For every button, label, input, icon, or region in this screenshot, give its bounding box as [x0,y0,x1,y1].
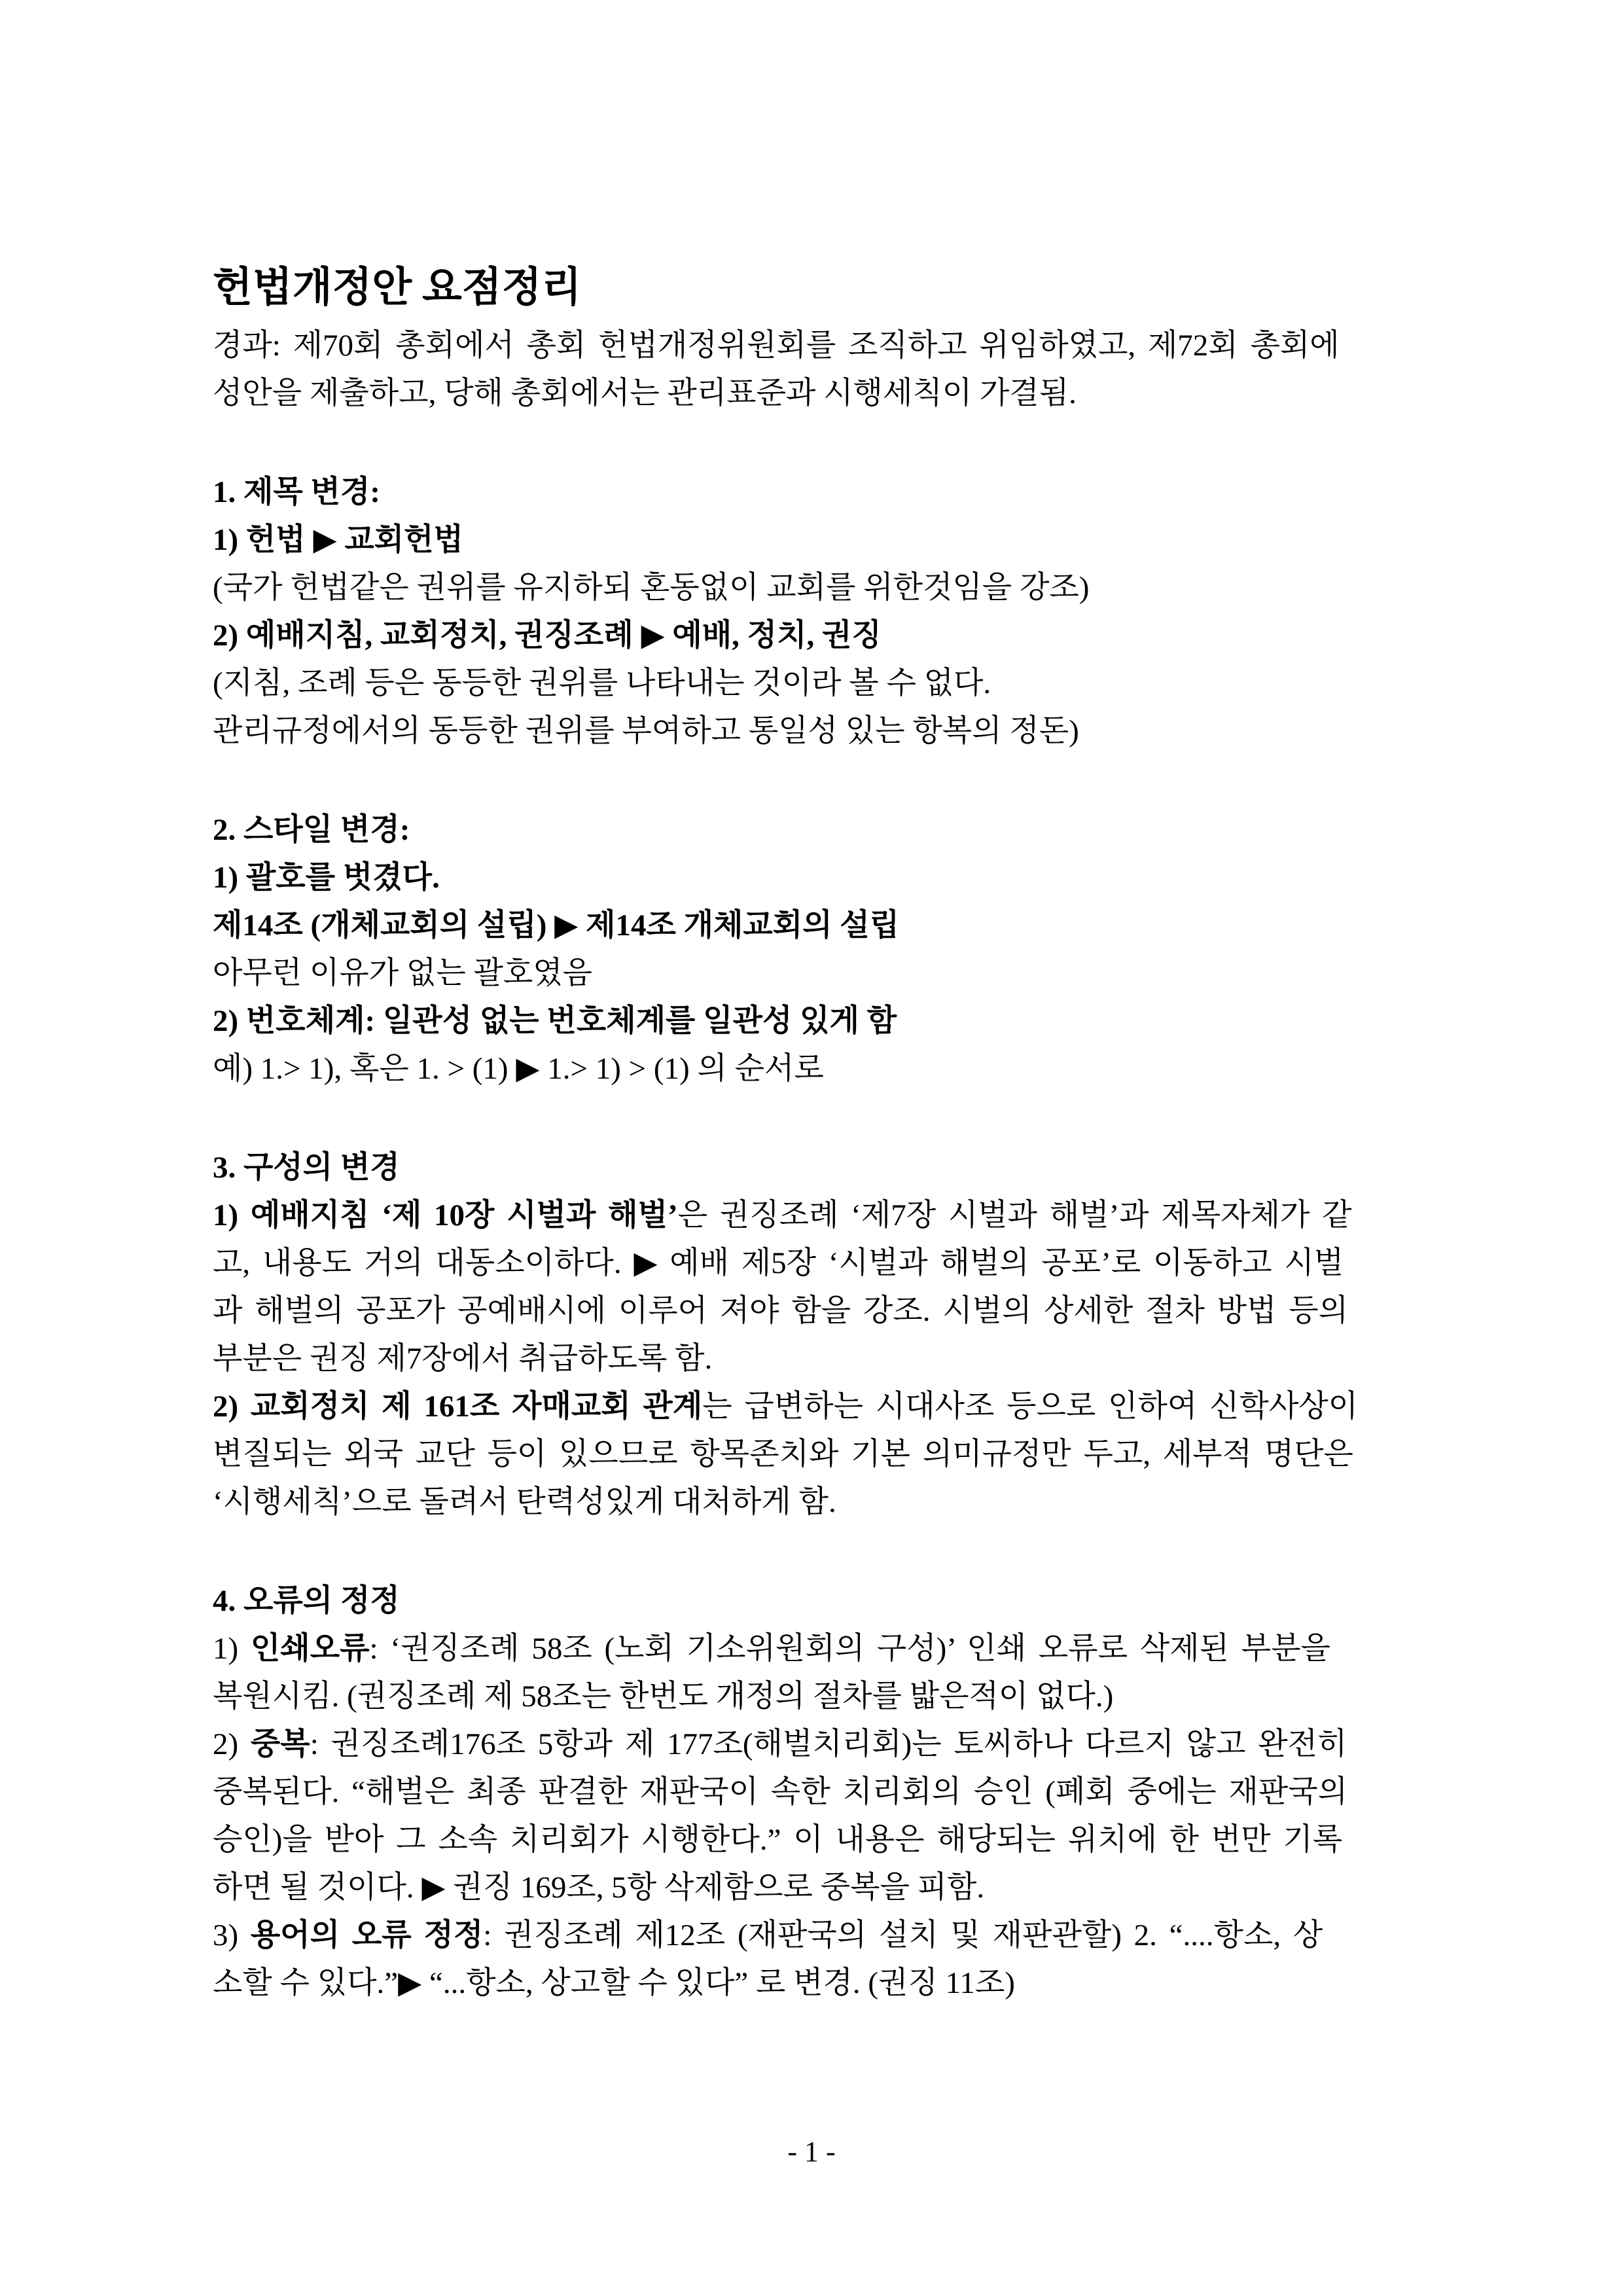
text-run: 과 해벌의 공포가 공예배시에 이루어 져야 함을 강조. 시벌의 상세한 절차 방법 등의 [213,1294,1349,1328]
text-run: 승인)을 받아 그 소속 치리회가 시행한다.” 이 내용은 해당되는 위치에 한 번만 기록 [213,1823,1343,1857]
text-line [213,1192,1397,1240]
text-run: 는 급변하는 시대사조 등으로 인하여 신학사상이 [702,1390,1359,1424]
text-line [213,1816,1397,1864]
section-4 [213,1577,1397,2007]
text-run: 하면 될 것이다. ▶ 권징 169조, 5항 삭제함으로 중복을 피함. [213,1871,985,1905]
text-line [213,1335,1397,1383]
text-line [213,564,1397,612]
text-line [213,708,1397,755]
text-line [213,1768,1397,1816]
text-run: (지침, 조례 등은 동등한 권위를 나타내는 것이라 볼 수 없다. [213,666,991,700]
text-line [213,1673,1397,1721]
text-run: 고, 내용도 거의 대동소이하다. ▶ 예배 제5장 ‘시벌과 해벌의 공포’로 이동하고 시벌 [213,1246,1344,1280]
section-heading: 3. 구성의 변경 [213,1151,400,1185]
text-run: 복원시킴. (권징조례 제 58조는 한번도 개정의 절차를 밟은적이 없다.) [213,1679,1114,1713]
text-run: 관리규정에서의 동등한 권위를 부여하고 통일성 있는 항복의 정돈) [213,714,1079,748]
text-run: 아무런 이유가 없는 괄호였음 [213,956,593,990]
text-line [213,902,1397,950]
text-run: : 권징조례 제12조 (재판국의 설치 및 재판관할) 2. “....항소, 상 [483,1918,1323,1952]
document-content [213,262,1397,2007]
section-2 [213,806,1397,1093]
bold-text-run: 1) 괄호를 벗겼다. [213,861,440,895]
text-run: ‘시행세칙’으로 돌려서 탄력성있게 대처하게 함. [213,1485,836,1519]
text-run: 소할 수 있다.”▶ “...항소, 상고할 수 있다” 로 변경. (권징 11조) [213,1966,1015,2000]
text-line [213,516,1397,564]
bold-text-run: 중복 [250,1727,310,1761]
bold-text-run: 인쇄오류 [250,1632,370,1666]
text-line [213,1912,1397,1960]
bold-text-run: 1) 예배지침 ‘제 10장 시벌과 해벌’ [213,1198,678,1232]
section-heading: 2. 스타일 변경: [213,813,410,847]
bold-text-run: 용어의 오류 정정 [250,1918,484,1952]
bold-text-run: 1) 헌법 ▶ 교회헌법 [213,523,463,557]
bold-text-run: 2) 번호체계: 일관성 없는 번호체계를 일관성 있게 함 [213,1004,897,1038]
text-run: 3) [213,1918,251,1952]
text-line [213,854,1397,902]
text-run: 중복된다. “해벌은 최종 판결한 재판국이 속한 치리회의 승인 (폐회 중에는 재판국의 [213,1775,1348,1809]
text-line [213,1431,1397,1479]
section-3 [213,1144,1397,1526]
text-run: (국가 헌법같은 권위를 유지하되 혼동없이 교회를 위한것임을 강조) [213,571,1090,605]
page-title: 헌법개정안 요점정리 [213,264,582,310]
text-line [213,1864,1397,1912]
text-run: 성안을 제출하고, 당해 총회에서는 관리표준과 시행세칙이 가결됨. [213,376,1077,410]
text-line [213,1625,1397,1673]
document-body [213,322,1397,2007]
text-line [213,1721,1397,1768]
text-run: 부분은 권징 제7장에서 취급하도록 함. [213,1342,713,1376]
bold-text-run: 제14조 (개체교회의 설립) ▶ 제14조 개체교회의 설립 [213,908,900,942]
text-run: 1) [213,1632,251,1666]
bold-text-run: 2) 교회정치 제 161조 자매교회 관계 [213,1390,703,1424]
section-1 [213,469,1397,755]
text-line [213,1240,1397,1287]
text-line [213,1479,1397,1526]
bold-text-run: 2) 예배지침, 교회정치, 권징조례 ▶ 예배, 정치, 권징 [213,619,882,653]
section-heading: 4. 오류의 정정 [213,1584,400,1618]
text-run: 예) 1.> 1), 혹은 1. > (1) ▶ 1.> 1) > (1) 의 순서로 [213,1052,824,1086]
text-line [213,370,1397,418]
text-line [213,1960,1397,2007]
text-line [213,950,1397,997]
text-line [213,660,1397,708]
text-line [213,1045,1397,1093]
text-run: 2) [213,1727,251,1761]
text-run: : ‘권징조례 58조 (노회 기소위원회의 구성)’ 인쇄 오류로 삭제된 부분을 [369,1632,1330,1666]
text-run: : 권징조례176조 5항과 제 177조(해벌치리회)는 토씨하나 다르지 않고 완전히 [310,1727,1347,1761]
section-heading: 1. 제목 변경: [213,475,381,509]
text-run: 은 권징조례 ‘제7장 시벌과 해벌’과 제목자체가 같 [677,1198,1352,1232]
text-line [213,322,1397,370]
text-run: 경과: 제70회 총회에서 총회 헌법개정위원회를 조직하고 위임하였고, 제72회 총회에 [213,329,1340,363]
text-line [213,997,1397,1045]
text-line [213,1287,1397,1335]
text-line [213,1383,1397,1431]
page-number: - 1 - [787,2136,836,2168]
text-run: 변질되는 외국 교단 등이 있으므로 항목존치와 기본 의미규정만 두고, 세부적 명단은 [213,1437,1353,1471]
intro-paragraph [213,322,1397,418]
text-line [213,612,1397,660]
